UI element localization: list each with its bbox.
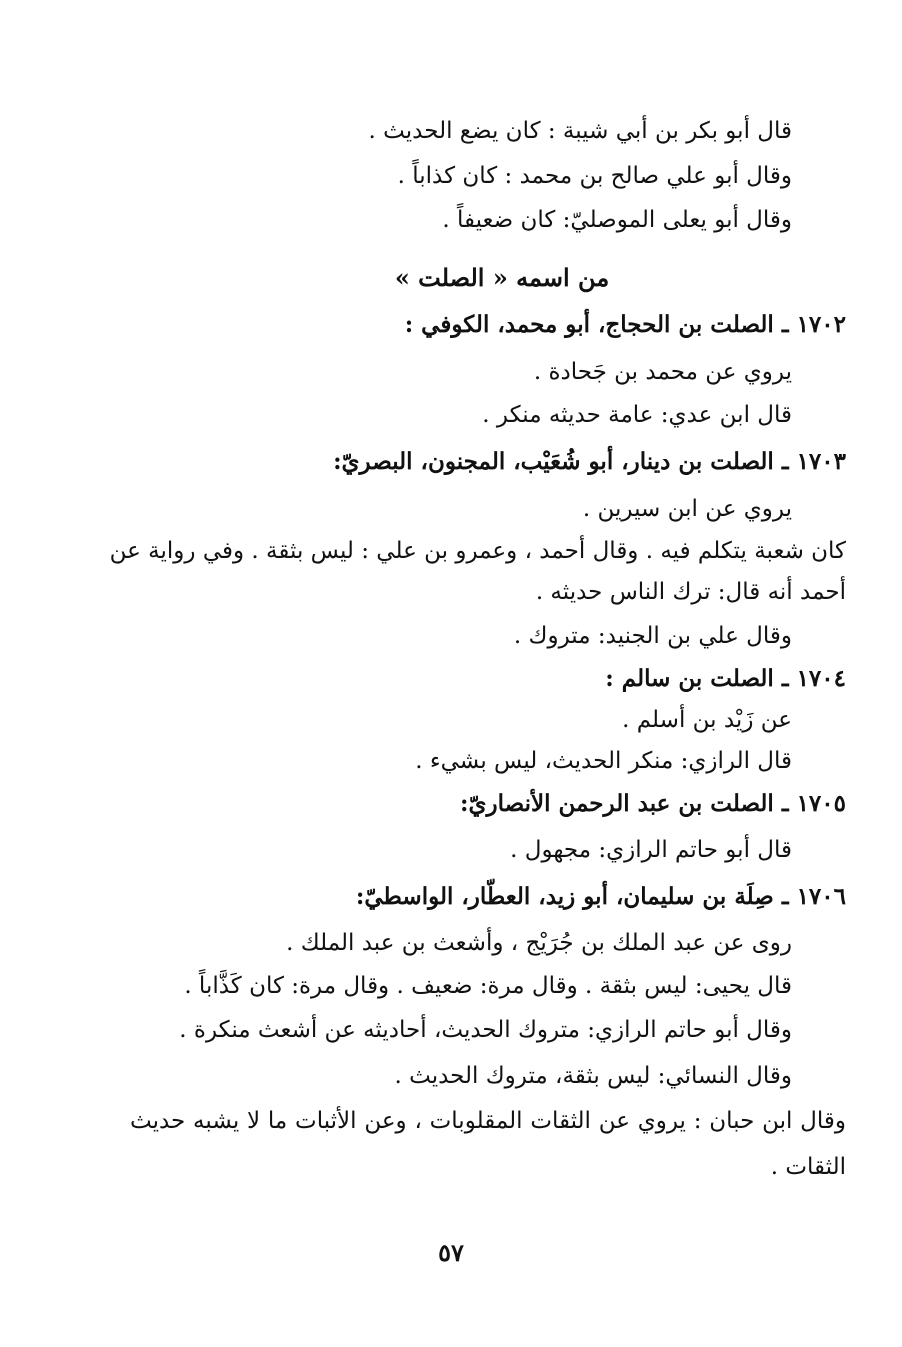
text-line: قال أبو حاتم الرازي: مجهول . — [510, 837, 792, 863]
text-line: قال يحيى: ليس بثقة . وقال مرة: ضعيف . وقال مرة: كان كَذَّاباً . — [184, 973, 792, 999]
text-line: وقال أبو يعلى الموصليّ: كان ضعيفاً . — [442, 207, 792, 233]
text-line: أحمد أنه قال: ترك الناس حديثه . — [535, 579, 846, 605]
entry-heading: ١٧٠٥ ـ الصلت بن عبد الرحمن الأنصاريّ: — [460, 790, 846, 817]
text-line: روى عن عبد الملك بن جُرَيْج ، وأشعث بن عبد الملك . — [286, 930, 792, 956]
section-heading: من اسمه « الصلت » — [394, 263, 610, 292]
text-line: قال ابن عدي: عامة حديثه منكر . — [482, 402, 792, 428]
text-line: وقال أبو علي صالح بن محمد : كان كذاباً . — [397, 163, 792, 189]
text-line: وقال أبو حاتم الرازي: متروك الحديث، أحاديثه عن أشعث منكرة . — [179, 1017, 792, 1043]
text-line: قال أبو بكر بن أبي شيبة : كان يضع الحديث . — [368, 118, 792, 144]
text-line: كان شعبة يتكلم فيه . وقال أحمد ، وعمرو بن علي : ليس بثقة . وفي رواية عن — [109, 538, 846, 564]
entry-heading: ١٧٠٤ ـ الصلت بن سالم : — [605, 665, 846, 692]
text-line: يروي عن محمد بن جَحادة . — [533, 359, 792, 385]
text-line: الثقات . — [770, 1154, 846, 1180]
text-line: وقال النسائي: ليس بثقة، متروك الحديث . — [394, 1063, 792, 1089]
entry-heading: ١٧٠٦ ـ صِلَة بن سليمان، أبو زيد، العطّار، الواسطيّ: — [355, 883, 846, 910]
text-line: وقال ابن حبان : يروي عن الثقات المقلوبات ، وعن الأثبات ما لا يشبه حديث — [130, 1108, 846, 1134]
text-line: وقال علي بن الجنيد: متروك . — [513, 623, 792, 649]
text-line: عن زَيْد بن أسلم . — [622, 707, 792, 733]
entry-heading: ١٧٠٢ ـ الصلت بن الحجاج، أبو محمد، الكوفي : — [404, 311, 846, 338]
entry-heading: ١٧٠٣ ـ الصلت بن دينار، أبو شُعَيْب، المجنون، البصريّ: — [333, 448, 846, 475]
page-number: ٥٧ — [438, 1238, 464, 1267]
text-line: يروي عن ابن سيرين . — [582, 496, 792, 522]
text-line: قال الرازي: منكر الحديث، ليس بشيء . — [415, 748, 792, 774]
